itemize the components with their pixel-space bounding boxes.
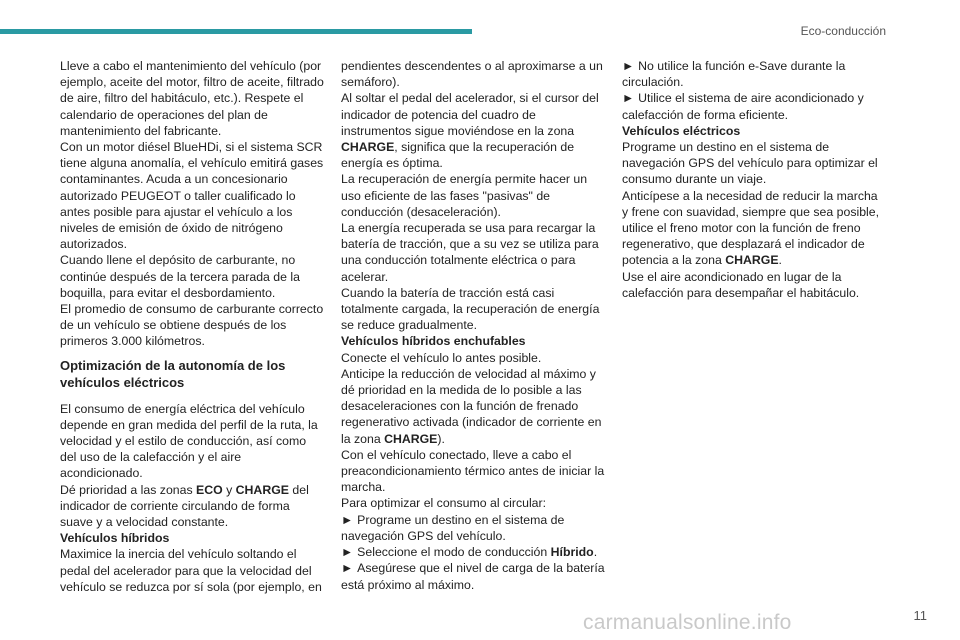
page-number: 11: [913, 608, 927, 623]
paragraph: Maximice la inercia del vehículo soltando el pedal del acelerador para que la velocidad del vehículo se reduzca por sí sola (por ejemplo, en: [60, 547, 322, 594]
arrow-icon: ►: [622, 59, 635, 73]
bullet-item: ► Programe un destino en el sistema de navegación GPS del vehículo.: [341, 512, 565, 543]
paragraph: El consumo de energía eléctrica del vehículo depende en gran medida del perfil de la ruta, la velocidad y el estilo de conducción, así como del uso de la calefacción y el aire acondicionado.: [60, 401, 318, 481]
section-title: Eco-conducción: [800, 24, 886, 38]
paragraph: El promedio de consumo de carburante correcto de un vehículo se obtiene después de los primeros 3.000 kilómetros.: [60, 302, 324, 349]
paragraph: La energía recuperada se usa para recargar la batería de tracción, que a su vez se utiliza para una conducción totalmente eléctrica o para acelerar.: [341, 221, 599, 284]
paragraph: Anticipe la reducción de velocidad al máximo y dé prioridad en la medida de lo posible a las desaceleraciones con la función de frenado regenerativo activada (indicador de corriente en la zona CHARGE).: [341, 366, 602, 446]
arrow-icon: ►: [341, 561, 354, 576]
paragraph: Conecte el vehículo lo antes posible.: [341, 350, 542, 365]
paragraph: Lleve a cabo el mantenimiento del vehículo (por ejemplo, aceite del motor, filtro de aceite, filtrado de aire, filtro del habitáculo, etc.). Respete el calendario de operaciones del plan de mantenimiento del fabricante.: [60, 59, 324, 138]
column-3: [622, 58, 886, 301]
arrow-icon: ►: [622, 91, 635, 106]
subheading: Vehículos híbridos: [60, 531, 170, 546]
bullet-item: ► Asegúrese que el nivel de carga de la batería está próximo al máximo.: [341, 561, 605, 592]
paragraph: Use el aire acondicionado en lugar de la calefacción para desempañar el habitáculo.: [622, 269, 860, 300]
arrow-icon: ►: [341, 512, 354, 527]
bullet-item: ► Utilice el sistema de aire acondicionado y calefacción de forma eficiente.: [622, 91, 864, 122]
paragraph: Con el vehículo conectado, lleve a cabo el preacondicionamiento térmico antes de iniciar la marcha.: [341, 447, 605, 495]
paragraph: Al soltar el pedal del acelerador, si el cursor del indicador de potencia del cuadro de instrumentos sigue moviéndose en la zona CHARGE, significa que la recuperación de energía es óptima.: [341, 91, 599, 171]
paragraph: Para optimizar el consumo al circular:: [341, 496, 547, 511]
section-heading: Optimización de la autonomía de los vehículos eléctricos: [60, 357, 286, 390]
subheading: Vehículos eléctricos: [622, 123, 741, 138]
paragraph: La recuperación de energía permite hacer un uso eficiente de las fases "pasivas" de conducción (desaceleración).: [341, 172, 588, 219]
paragraph: Dé prioridad a las zonas ECO y CHARGE del indicador de corriente circulando de forma suave y a velocidad constante.: [60, 482, 309, 530]
arrow-icon: ►: [341, 545, 354, 560]
bullet-item: ► No utilice la función e-Save durante la circulación.: [622, 59, 846, 90]
column-2: [341, 58, 605, 593]
paragraph: Cuando la batería de tracción está casi totalmente cargada, la recuperación de energía se reduce gradualmente.: [341, 285, 600, 333]
paragraph: Con un motor diésel BlueHDi, si el sistema SCR tiene alguna anomalía, el vehículo emitirá gases contaminantes. Acuda a un concesionario autorizado PEUGEOT o taller cualificado lo antes posible para ajustar el vehículo a los niveles de emisión de óxido de nitrógeno autorizados.: [60, 140, 324, 252]
paragraph: Cuando llene el depósito de carburante, no continúe después de la tercera parada de la boquilla, para evitar el desbordamiento.: [60, 253, 300, 300]
bullet-item: ► Seleccione el modo de conducción Híbrido.: [341, 545, 598, 560]
watermark: carmanualsonline.info: [583, 611, 792, 634]
paragraph: pendientes descendentes o al aproximarse a un semáforo).: [341, 59, 603, 90]
paragraph: Programe un destino en el sistema de navegación GPS del vehículo para optimizar el consumo durante un viaje.: [622, 140, 878, 187]
column-1: [60, 58, 324, 595]
paragraph: Anticípese a la necesidad de reducir la marcha y frene con suavidad, siempre que sea posible, utilice el freno motor con la función de freno regenerativo, que desplazará el indicador de potencia a la zona CHARGE.: [622, 188, 880, 268]
subheading: Vehículos híbridos enchufables: [341, 334, 526, 349]
header-accent-bar: [0, 29, 472, 34]
